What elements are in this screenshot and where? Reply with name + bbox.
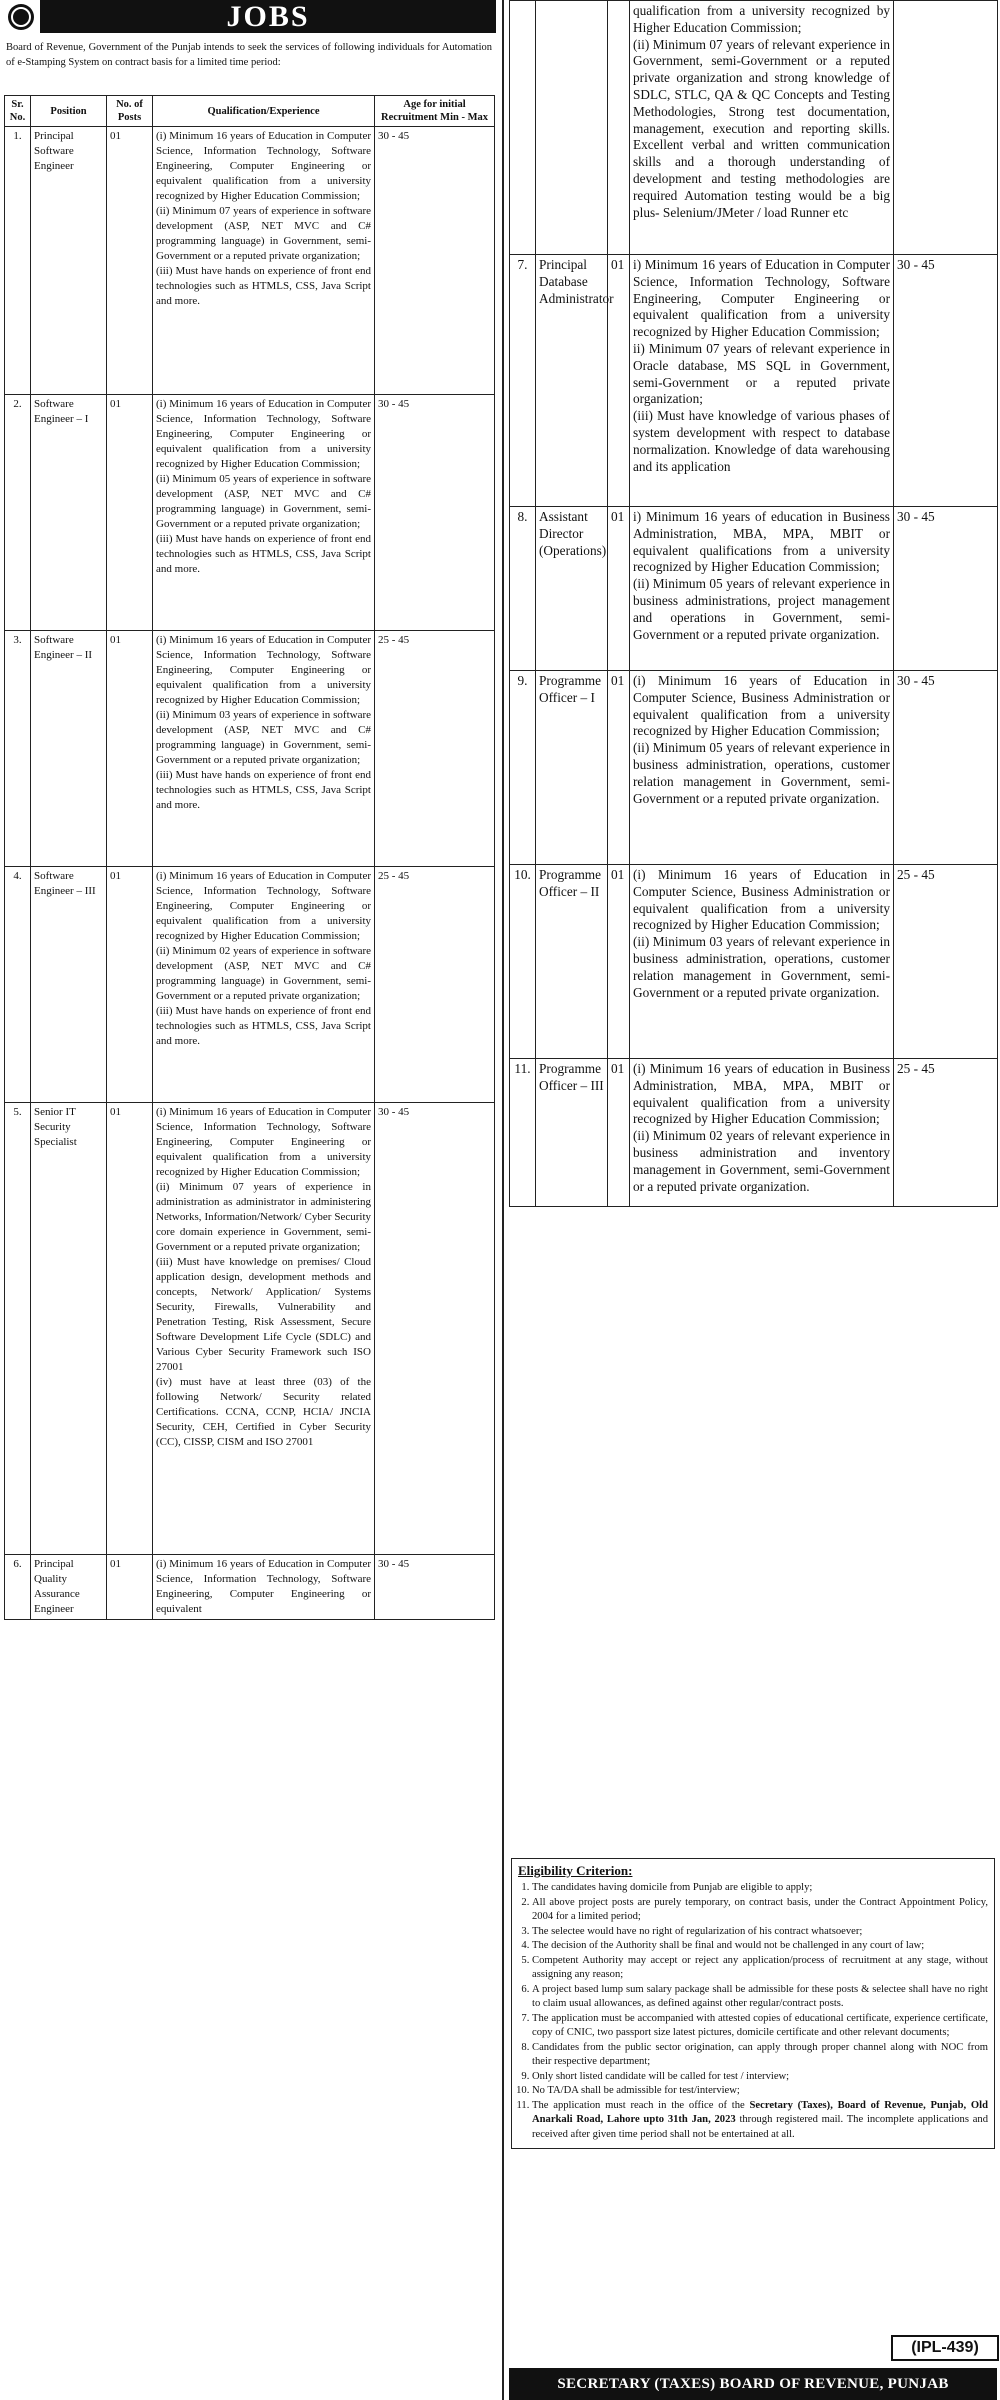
qualification-line: ii) Minimum 07 years of relevant experience in Oracle database, MS SQL in Government, semi-Government or a reputed private organization;: [633, 340, 890, 407]
table-row: [510, 1, 998, 255]
qualification-line: qualification from a university recognized by Higher Education Commission;: [633, 3, 890, 35]
cell-posts: 01: [107, 631, 153, 867]
cell-position: Programme Officer – III: [536, 1059, 608, 1207]
cell-age: 30 - 45: [375, 127, 495, 395]
cell-position: Software Engineer – II: [31, 631, 107, 867]
col-header-posts: No. of Posts: [107, 96, 153, 127]
col-header-age: Age for initial Recruitment Min - Max: [375, 96, 495, 127]
cell-sr: 6.: [5, 1555, 31, 1620]
eligibility-criterion: [511, 1858, 995, 2149]
qualification-line: (ii) Minimum 05 years of relevant experience in business administration, operations, customer relation management in Government, semi-Government or a reputed private organization.: [633, 740, 890, 806]
eligibility-item-submission: [532, 2099, 988, 2143]
eligibility-item: 6. A project based lump sum salary package shall be admissible for these posts & selectee shall have no right to claim usual allowances, as defined against other regular/contract posts.: [532, 1983, 988, 2012]
cell-posts: 01: [107, 1555, 153, 1620]
cell-qualification: [630, 507, 894, 671]
header: [0, 0, 496, 33]
cell-posts: 01: [608, 507, 630, 671]
eligibility-item: 5. Competent Authority may accept or reject any application/process of recruitment at any stage, without assigning any reason;: [532, 1954, 988, 1983]
cell-qualification: [630, 1, 894, 255]
qualification-line: (iii) Must have hands on experience of front end technologies such as HTMLS, CSS, Java Script and more.: [156, 533, 371, 575]
qualification-line: (i) Minimum 16 years of Education in Computer Science, Business Administration or equivalent qualification from a university recognized by Higher Education Commission;: [633, 673, 890, 739]
qualification-line: (iii) Must have knowledge on premises/ Cloud application design, development methods and concepts, Network/ Application/ Systems Security, Firewalls, Vulnerability and Penetration Testing, Risk Assessment, Secure Software Development Life Cycle (SDLC) and Various Cyber Security Framework such ISO 27001: [156, 1256, 371, 1373]
qualification-line: (i) Minimum 16 years of Education in Computer Science, Information Technology, Software Engineering, Computer Engineering or equivalent qualification from a university recognized by Higher Education Commission;: [156, 1106, 371, 1178]
cell-age: 30 - 45: [894, 507, 998, 671]
cell-qualification: [630, 865, 894, 1059]
punjab-emblem-icon: [8, 4, 34, 30]
ipl-code: (IPL-439): [891, 2335, 999, 2361]
cell-age: 25 - 45: [375, 631, 495, 867]
eligibility-item: 8. Candidates from the public sector origination, can apply through proper channel along with NOC from their respective department;: [532, 2041, 988, 2070]
cell-qualification: [153, 127, 375, 395]
intro-paragraph: Board of Revenue, Government of the Punjab intends to seek the services of following individuals for Automation of e-Stamping System on contract basis for a limited time period:: [6, 42, 492, 68]
qualification-line: (ii) Minimum 05 years of experience in software development (ASP, NET MVC and C# programming language) in Government, semi-Government or a reputed private organization;: [156, 473, 371, 530]
cell-posts: 01: [608, 1059, 630, 1207]
cell-sr: 1.: [5, 127, 31, 395]
footer-band: SECRETARY (TAXES) BOARD OF REVENUE, PUNJAB: [509, 2368, 997, 2400]
cell-sr: 5.: [5, 1103, 31, 1555]
cell-qualification: [630, 671, 894, 865]
qualification-line: (ii) Minimum 07 years of relevant experience in Government, semi-Government or a reputed private organization and strong knowledge of SDLC, STLC, QA & QC Concepts and Testing Methodologies, Strong test documentation, management, execution and reporting skills. Excellent verbal and written communication skills and a thorough understanding of development and testing methodologies are required Automation testing would be a big plus- Selenium/JMeter / load Runner etc: [633, 36, 890, 220]
cell-sr-empty: [510, 1, 536, 255]
cell-age: 25 - 45: [375, 867, 495, 1103]
jobs-title: JOBS: [40, 0, 496, 33]
cell-sr: 8.: [510, 507, 536, 671]
cell-qualification: [630, 255, 894, 507]
cell-age: 30 - 45: [375, 1103, 495, 1555]
qualification-line: (iv) must have at least three (03) of the following Network/ Security related Certifications. CCNA, CCNP, HCIA/ JNCIA Security, CEH, Certified in Cyber Security (CC), CISSP, CISM and ISO 27001: [156, 1376, 371, 1448]
qualification-line: (ii) Minimum 07 years of experience in administration as administrator in administering Networks, Information/Network/ Cyber Security core domain experience in Government, semi-Government or a reputed private organization;: [156, 1181, 371, 1253]
cell-posts: 01: [107, 1103, 153, 1555]
eligibility-item: 3. The selectee would have no right of regularization of his contract whatsoever;: [532, 1925, 988, 1940]
cell-qualification: [153, 1103, 375, 1555]
cell-position: Principal Software Engineer: [31, 127, 107, 395]
cell-posts: 01: [107, 395, 153, 631]
qualification-line: i) Minimum 16 years of education in Business Administration, MBA, MPA, MBIT or equivalent qualifications from a university recognized by Higher Education Commission;: [633, 509, 890, 575]
table-row: [5, 1555, 495, 1620]
qualification-line: (i) Minimum 16 years of Education in Computer Science, Information Technology, Software Engineering, Computer Engineering or equivalent: [156, 1558, 371, 1615]
submission-note: through registered mail. The incomplete applications and received after given time period shall not be entertained at all.: [532, 2114, 989, 2140]
table-row: [5, 395, 495, 631]
qualification-line: (i) Minimum 16 years of Education in Computer Science, Business Administration or equivalent qualification from a university recognized by Higher Education Commission;: [633, 867, 890, 933]
qualification-line: (iii) Must have hands on experience of front end technologies such as HTMLS, CSS, Java Script and more.: [156, 769, 371, 811]
qualification-line: (ii) Minimum 02 years of experience in software development (ASP, NET MVC and C# programming language) in Government, semi-Government or a reputed private organization;: [156, 945, 371, 1002]
table-header-row: [5, 96, 495, 127]
jobs-table-left: [4, 95, 495, 1620]
eligibility-item: 1. The candidates having domicile from Punjab are eligible to apply;: [532, 1881, 988, 1896]
cell-sr: 7.: [510, 255, 536, 507]
table-row: [510, 1059, 998, 1207]
eligibility-list: [518, 1881, 988, 2142]
cell-sr: 3.: [5, 631, 31, 867]
cell-position-empty: [536, 1, 608, 255]
cell-qualification: [153, 631, 375, 867]
cell-position: Programme Officer – II: [536, 865, 608, 1059]
cell-position: Senior IT Security Specialist: [31, 1103, 107, 1555]
qualification-line: (ii) Minimum 07 years of experience in software development (ASP, NET MVC and C# programming language) in Government, semi-Government or a reputed private organization;: [156, 205, 371, 262]
qualification-line: (iii) Must have hands on experience of front end technologies such as HTMLS, CSS, Java Script and more.: [156, 265, 371, 307]
qualification-line: (ii) Minimum 03 years of relevant experience in business administration, operations, customer relation management in Government, semi-Government or a reputed private organization.: [633, 934, 890, 1000]
cell-age: 30 - 45: [375, 1555, 495, 1620]
cell-position: Software Engineer – III: [31, 867, 107, 1103]
table-row: [5, 127, 495, 395]
submission-deadline: 31th Jan, 2023: [667, 2114, 736, 2125]
qualification-line: (i) Minimum 16 years of Education in Computer Science, Information Technology, Software Engineering, Computer Engineering or equivalent qualification from a university recognized by Higher Education Commission;: [156, 130, 371, 202]
cell-age-empty: [894, 1, 998, 255]
table-row: [5, 1103, 495, 1555]
qualification-line: (i) Minimum 16 years of Education in Computer Science, Information Technology, Software Engineering, Computer Engineering or equivalent qualification from a university recognized by Higher Education Commission;: [156, 398, 371, 470]
qualification-line: i) Minimum 16 years of Education in Computer Science, Information Technology, Software Engineering, Computer Engineering or equivalent qualification from a university recognized by Higher Education Commission;: [633, 257, 890, 340]
table-row: [510, 255, 998, 507]
qualification-line: (ii) Minimum 03 years of experience in software development (ASP, NET MVC and C# programming language) in Government, semi-Government or a reputed private organization;: [156, 709, 371, 766]
cell-sr: 9.: [510, 671, 536, 865]
col-header-qualification: Qualification/Experience: [153, 96, 375, 127]
cell-sr: 4.: [5, 867, 31, 1103]
table-row: [5, 631, 495, 867]
cell-posts: 01: [608, 671, 630, 865]
table-row: [510, 865, 998, 1059]
cell-position: Assistant Director (Operations): [536, 507, 608, 671]
submission-text: The application must reach in the office of the: [532, 2099, 745, 2111]
qualification-line: (i) Minimum 16 years of Education in Computer Science, Information Technology, Software Engineering, Computer Engineering or equivalent qualification from a university recognized by Higher Education Commission;: [156, 870, 371, 942]
qualification-line: (ii) Minimum 05 years of relevant experience in business administrations, project management and operations in Government, semi-Government or a reputed private organization.: [633, 576, 890, 642]
cell-position: Principal Database Administrator: [536, 255, 608, 507]
cell-posts: 01: [107, 127, 153, 395]
table-row: [5, 867, 495, 1103]
cell-qualification: [153, 395, 375, 631]
eligibility-item: 9. Only short listed candidate will be called for test / interview;: [532, 2070, 988, 2085]
cell-position: Programme Officer – I: [536, 671, 608, 865]
cell-qualification: [153, 1555, 375, 1620]
cell-position: Software Engineer – I: [31, 395, 107, 631]
eligibility-item: 7. The application must be accompanied with attested copies of educational certificate, experience certificate, copy of CNIC, two passport size latest pictures, domicile certificate and other relevant documents;: [532, 2012, 988, 2041]
table-row: [510, 671, 998, 865]
eligibility-title: Eligibility Criterion:: [518, 1863, 633, 1878]
cell-age: 30 - 45: [894, 671, 998, 865]
column-divider: [502, 0, 504, 2400]
cell-age: 25 - 45: [894, 1059, 998, 1207]
cell-posts: 01: [608, 865, 630, 1059]
jobs-table-right: [509, 0, 998, 1207]
qualification-line: (iii) Must have hands on experience of front end technologies such as HTMLS, CSS, Java Script and more.: [156, 1005, 371, 1047]
eligibility-item: 2. All above project posts are purely temporary, on contract basis, under the Contract Appointment Policy, 2004 for a limited period;: [532, 1896, 988, 1925]
cell-age: 30 - 45: [894, 255, 998, 507]
cell-sr: 2.: [5, 395, 31, 631]
cell-position: Principal Quality Assurance Engineer: [31, 1555, 107, 1620]
cell-qualification: [630, 1059, 894, 1207]
qualification-line: (i) Minimum 16 years of education in Business Administration, MBA, MPA, MBIT or equivalent qualification from a university recognized by Higher Education Commission;: [633, 1061, 890, 1127]
eligibility-item: 10. No TA/DA shall be admissible for test/interview;: [532, 2084, 988, 2099]
cell-posts: 01: [107, 867, 153, 1103]
cell-posts-empty: [608, 1, 630, 255]
col-header-sr: Sr. No.: [5, 96, 31, 127]
qualification-line: (ii) Minimum 02 years of relevant experience in business administration and inventory management in Government, semi-Government or a reputed private organization.: [633, 1128, 890, 1194]
submission-address: Secretary (Taxes), Board of Revenue, Punjab, Old Anarkali Road, Lahore upto: [532, 2099, 988, 2125]
cell-age: 25 - 45: [894, 865, 998, 1059]
eligibility-item: 4. The decision of the Authority shall be final and would not be challenged in any court of law;: [532, 1939, 988, 1954]
col-header-position: Position: [31, 96, 107, 127]
cell-qualification: [153, 867, 375, 1103]
table-row: [510, 507, 998, 671]
cell-posts: 01: [608, 255, 630, 507]
qualification-line: (i) Minimum 16 years of Education in Computer Science, Information Technology, Software Engineering, Computer Engineering or equivalent qualification from a university recognized by Higher Education Commission;: [156, 634, 371, 706]
qualification-line: (iii) Must have knowledge of various phases of system development with respect to database normalization. Knowledge of data warehousing and its application: [633, 408, 890, 474]
cell-sr: 11.: [510, 1059, 536, 1207]
cell-sr: 10.: [510, 865, 536, 1059]
cell-age: 30 - 45: [375, 395, 495, 631]
